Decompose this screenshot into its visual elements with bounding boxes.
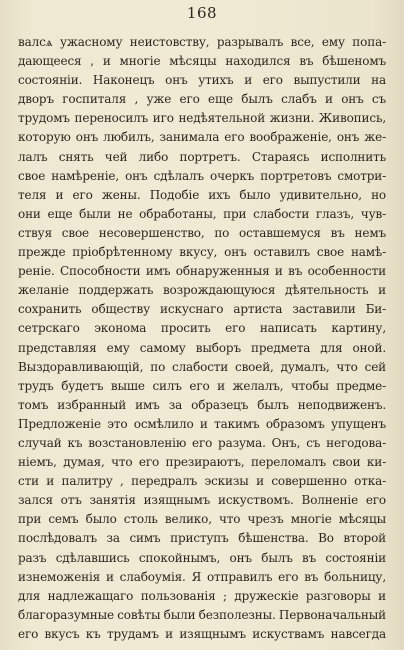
- text-line: сти и палитру , передралъ эскизы и совершенно отка-: [18, 474, 386, 489]
- text-line: разъ сдѣлавшись спокойнымъ, онъ былъ въ состоянiи: [18, 550, 386, 565]
- text-line: Предложенiе это осмѣлило и такимъ образомъ упущенъ: [18, 416, 386, 431]
- text-line: зался отъ занятiя изящнымъ искуствомъ. Волненiе его: [18, 493, 386, 508]
- text-line: изнеможенiя и слабоумiя. Я отправилъ его въ больницу,: [18, 569, 386, 584]
- text-line: благоразумные совѣты были безполезны. Первоначальный: [18, 607, 386, 622]
- text-line: послѣдовалъ за симъ приступъ бѣшенства. Во второй: [18, 531, 386, 546]
- text-line: сетрскаго эконома просить его написать картину,: [18, 321, 386, 336]
- text-line: теля и его жены. Подобiе ихъ было удивительно, но: [18, 187, 386, 202]
- text-line: прежде прiобрѣтенному вкусу, онъ оставилъ свое намѣ-: [18, 245, 386, 260]
- text-line: томъ избранный имъ за образецъ былъ неподвиженъ.: [18, 397, 386, 412]
- body-text: [18, 33, 386, 644]
- text-line: которую онъ любилъ, занимала его воображенiе, онъ же-: [18, 130, 386, 145]
- page-number: 168: [186, 4, 218, 22]
- text-line: его вкусъ къ трудамъ и изящнымъ искуствамъ навсегда: [18, 626, 386, 641]
- text-line: ствуя свое несовершенство, по оставшемуся въ немъ: [18, 225, 386, 240]
- text-line: дающееся , и многiе мѣсяцы находился въ бѣшеномъ: [18, 54, 386, 69]
- text-line: трудомъ переносилъ иго недѣятельной жизни. Живопись,: [18, 111, 386, 126]
- text-line: они еще были не обработаны, при слабости глазъ, чув-: [18, 206, 386, 221]
- text-line: валсѧ ужасному неистовству, разрывалъ все, ему попа-: [18, 35, 386, 49]
- text-line: ренiе. Способности имъ обнаруженныя и въ особенности: [18, 264, 386, 279]
- text-line: состоянiи. Наконецъ онъ утихъ и его выпустили на: [18, 73, 386, 88]
- text-line: сохранить обществу искуснаго артиста заставили Би-: [18, 302, 386, 317]
- text-line: дворъ госпиталя , уже его еще былъ слабъ и онъ съ: [18, 92, 386, 107]
- text-line: желанiе поддержать возрождающуюся дѣятельность и: [18, 283, 386, 298]
- text-line: свое намѣренiе, онъ сдѣлалъ очеркъ портретовъ смотри-: [18, 168, 386, 183]
- text-line: лалъ снять чей либо портретъ. Стараясь исполнить: [18, 149, 386, 164]
- text-line: для надлежащаго пользованiя ; дружескiе разговоры и: [18, 588, 386, 603]
- text-line: при семъ было столь велико, что чрезъ многiе мѣсяцы: [18, 512, 386, 527]
- text-line: нiемъ, думая, что его презираютъ, переломалъ свои ки-: [18, 455, 386, 470]
- text-line: Выздоравливающiй, по слабости своей, думалъ, что сей: [18, 359, 386, 374]
- text-line: случай къ возстановленiю его разума. Онъ, съ негодова-: [18, 435, 386, 450]
- text-line: трудъ будетъ выше силъ его и желалъ, чтобы предме-: [18, 378, 386, 393]
- text-line: представляя ему самому выборъ предмета для оной.: [18, 340, 386, 355]
